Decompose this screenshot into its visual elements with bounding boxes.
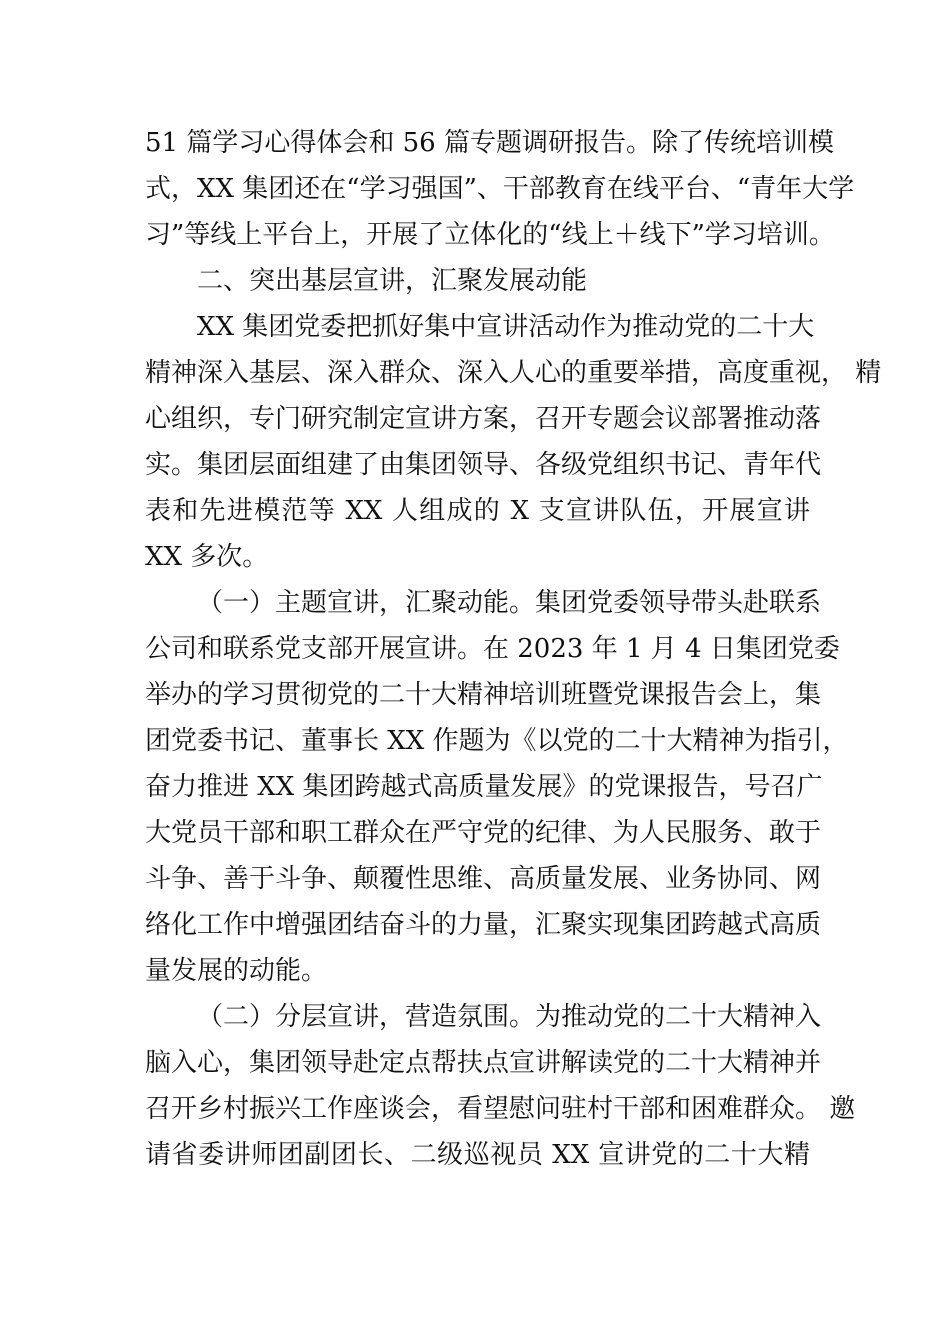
- text-line: XX 多次。: [145, 542, 269, 572]
- section-heading: 二、突出基层宣讲，汇聚发展动能: [197, 266, 588, 296]
- text-line: 51 篇学习心得体会和 56 篇专题调研报告。除了传统培训模: [145, 128, 834, 158]
- text-line: 请省委讲师团副团长、二级巡视员 XX 宣讲党的二十大精: [145, 1140, 810, 1170]
- subsection-heading-line: （一）主题宣讲，汇聚动能。集团党委领导带头赴联系: [197, 588, 822, 618]
- text-line: 奋力推进 XX 集团跨越式高质量发展》的党课报告，号召广: [145, 772, 823, 802]
- text-line: 举办的学习贯彻党的二十大精神培训班暨党课报告会上，集: [145, 680, 822, 710]
- text-line: 大党员干部和职工群众在严守党的纪律、为人民服务、敢于: [145, 818, 822, 848]
- text-line: 团党委书记、董事长 XX 作题为《以党的二十大精神为指引，: [145, 726, 849, 756]
- text-line: 召开乡村振兴工作座谈会，看望慰问驻村干部和困难群众。 邀: [145, 1094, 856, 1124]
- text-line: 脑入心，集团领导赴定点帮扶点宣讲解读党的二十大精神并: [145, 1048, 822, 1078]
- text-line: 量发展的动能。: [145, 956, 328, 986]
- text-line: XX 集团党委把抓好集中宣讲活动作为推动党的二十大: [197, 312, 815, 342]
- text-line: 精神深入基层、深入群众、深入人心的重要举措，高度重视， 精: [145, 358, 882, 388]
- text-line: 心组织，专门研究制定宣讲方案，召开专题会议部署推动落: [145, 404, 822, 434]
- text-line: 习”等线上平台上，开展了立体化的“线上＋线下”学习培训。: [145, 220, 835, 250]
- subsection-heading-line: （二）分层宣讲，营造氛围。为推动党的二十大精神入: [197, 1002, 822, 1032]
- text-line: 表和先进模范等 XX 人组成的 X 支宣讲队伍，开展宣讲: [145, 496, 810, 526]
- text-line: 斗争、善于斗争、颠覆性思维、高质量发展、业务协同、网: [145, 864, 822, 894]
- text-line: 公司和联系党支部开展宣讲。在 2023 年 1 月 4 日集团党委: [145, 634, 840, 664]
- text-line: 络化工作中增强团结奋斗的力量，汇聚实现集团跨越式高质: [145, 910, 822, 940]
- text-line: 实。集团层面组建了由集团领导、各级党组织书记、青年代: [145, 450, 822, 480]
- text-line: 式，XX 集团还在“学习强国”、干部教育在线平台、“青年大学: [145, 174, 855, 204]
